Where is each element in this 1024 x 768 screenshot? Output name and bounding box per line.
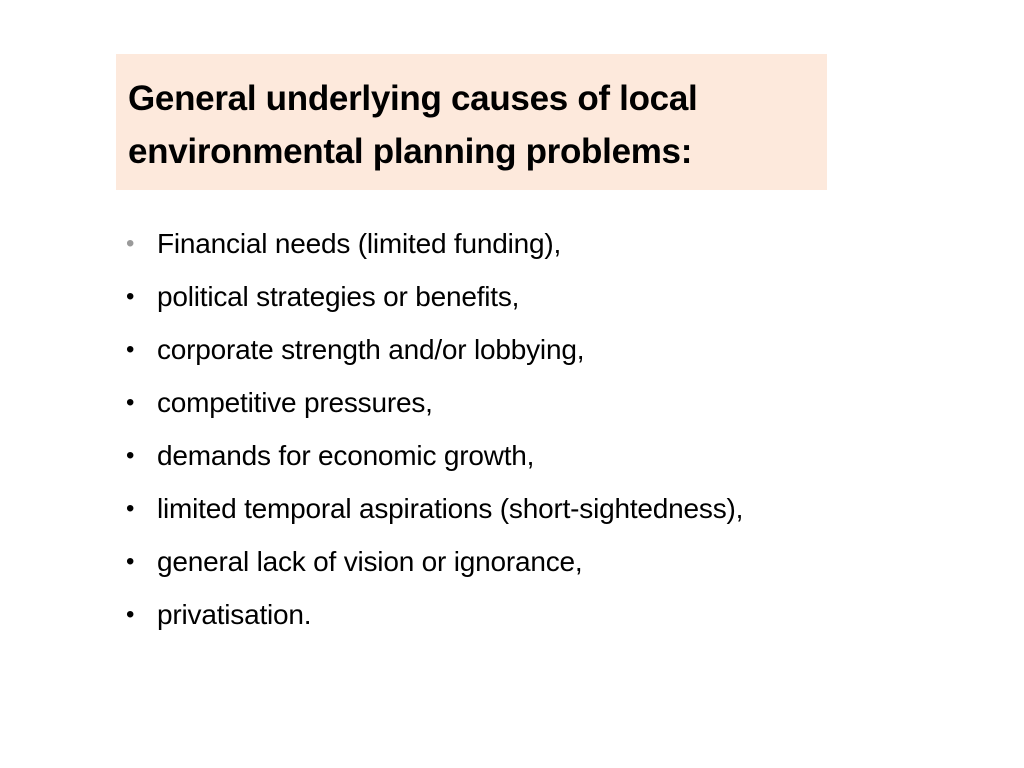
bullet-icon: • <box>126 601 135 628</box>
bullet-text: limited temporal aspirations (short-sightedness), <box>157 493 744 524</box>
bullet-item <box>126 591 743 644</box>
slide-title-line-2: environmental planning problems: <box>128 132 693 171</box>
bullet-text: general lack of vision or ignorance, <box>157 546 583 577</box>
bullet-icon: • <box>126 548 135 575</box>
title-box <box>116 54 827 190</box>
bullet-text: political strategies or benefits, <box>157 281 520 312</box>
bullet-item <box>126 538 743 591</box>
bullet-item <box>126 432 743 485</box>
bullet-text: privatisation. <box>157 599 312 630</box>
bullet-icon: • <box>126 283 135 310</box>
bullet-text: demands for economic growth, <box>157 440 535 471</box>
bullet-icon: • <box>126 495 135 522</box>
bullet-item <box>126 379 743 432</box>
bullet-icon: • <box>126 389 135 416</box>
slide-title <box>128 72 815 178</box>
bullet-icon: • <box>126 230 135 257</box>
bullet-item <box>126 220 743 273</box>
bullet-icon: • <box>126 336 135 363</box>
bullet-item <box>126 485 743 538</box>
bullet-icon: • <box>126 442 135 469</box>
slide-title-line-1: General underlying causes of local <box>128 79 698 118</box>
bullet-text: competitive pressures, <box>157 387 433 418</box>
bullet-item <box>126 326 743 379</box>
bullet-list <box>126 220 743 644</box>
bullet-text: corporate strength and/or lobbying, <box>157 334 585 365</box>
bullet-text: Financial needs (limited funding), <box>157 228 562 259</box>
bullet-item <box>126 273 743 326</box>
